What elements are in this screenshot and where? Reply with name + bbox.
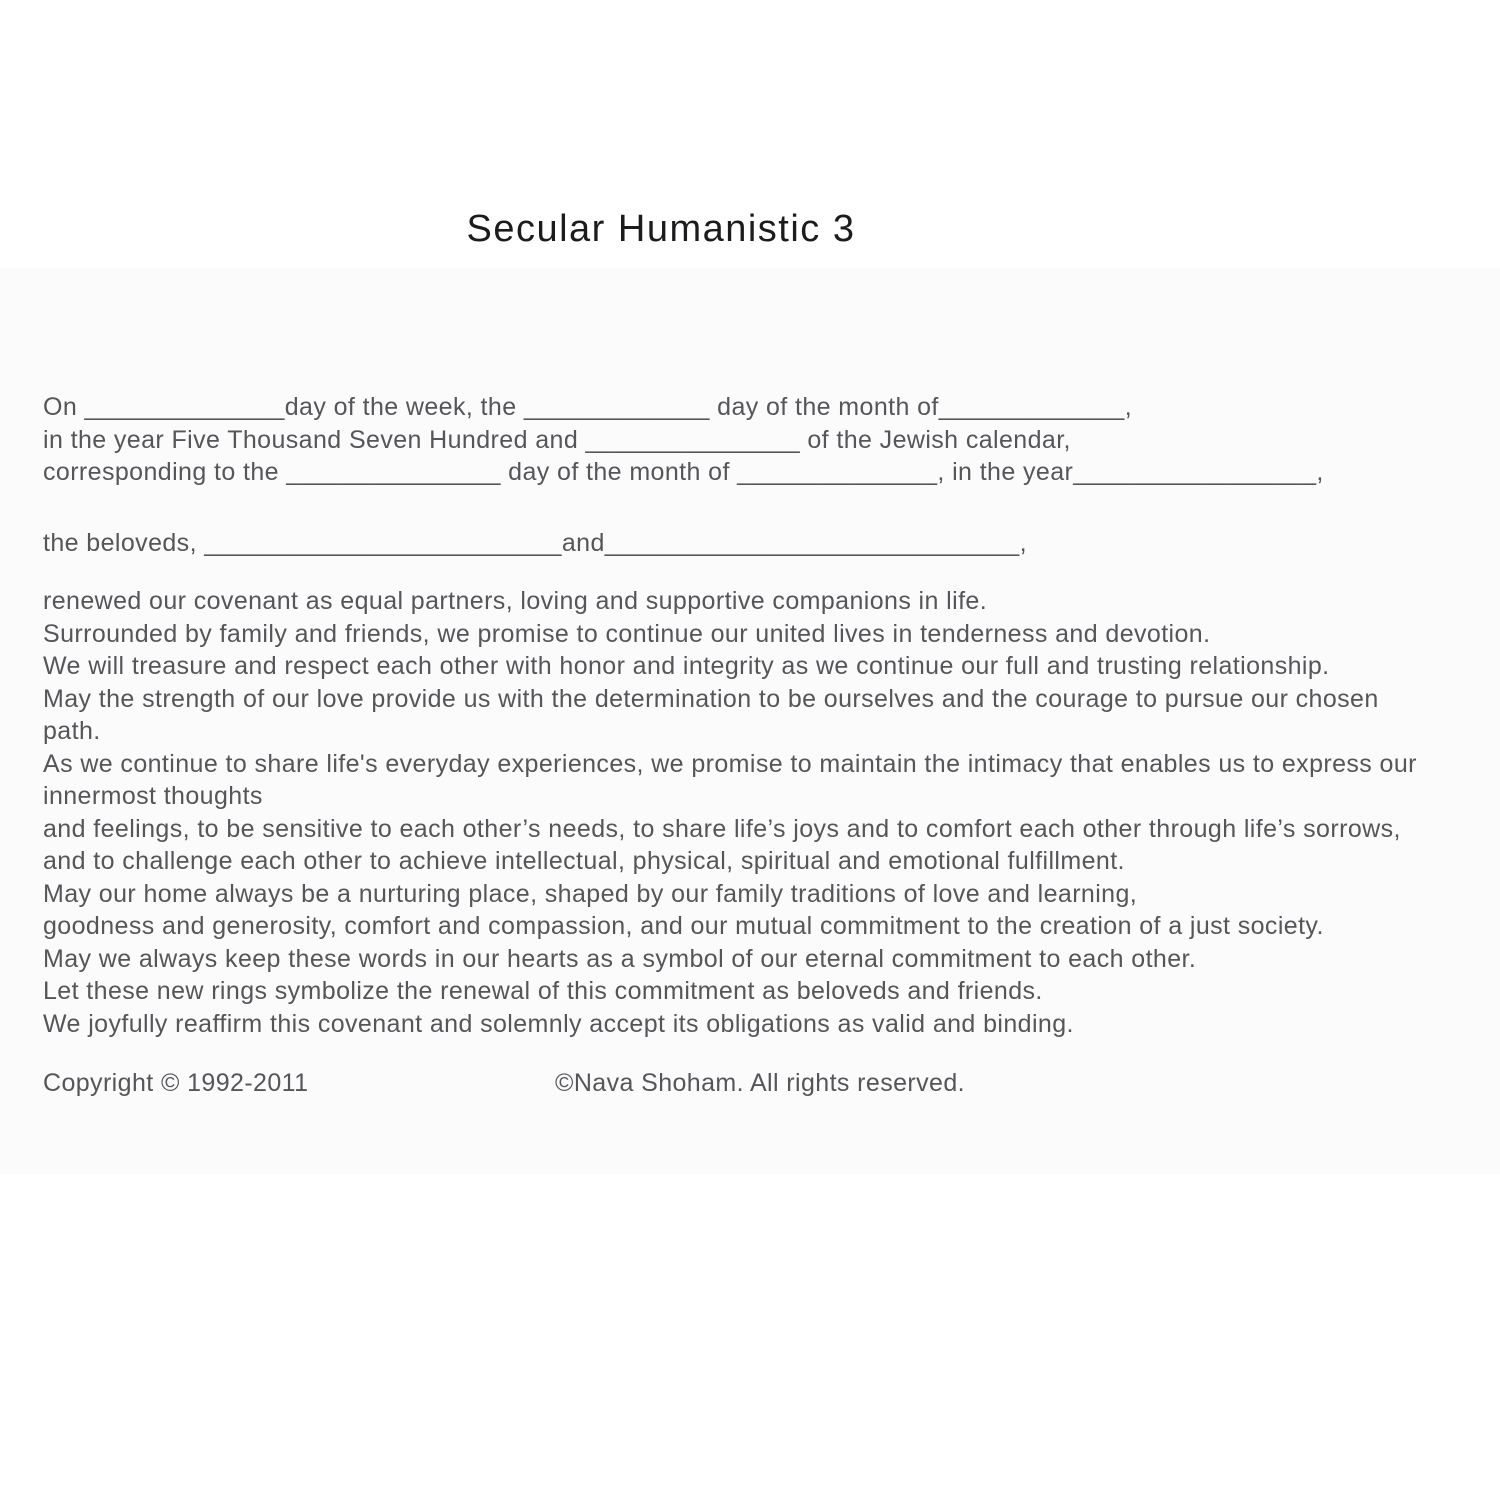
text-line: path.	[43, 717, 101, 745]
text-line: Let these new rings symbolize the renewal of this commitment as beloveds and friends.	[43, 977, 1043, 1005]
text-line: and feelings, to be sensitive to each other’s needs, to share life’s joys and to comfort each other through life’s sorrows,	[43, 814, 1401, 843]
text-line: in the year Five Thousand Seven Hundred and _______________ of the Jewish calendar,	[43, 425, 1071, 454]
text-line: We will treasure and respect each other with honor and integrity as we continue our full and trusting relationship.	[43, 652, 1330, 680]
text-line: and to challenge each other to achieve intellectual, physical, spiritual and emotional fulfillment.	[43, 847, 1125, 875]
text-line: corresponding to the _______________ day of the month of ______________, in the year_________________,	[43, 458, 1324, 486]
text-line: We joyfully reaffirm this covenant and solemnly accept its obligations as valid and binding.	[43, 1009, 1074, 1038]
copyright-row	[43, 1067, 1473, 1100]
text-line: May our home always be a nurturing place, shaped by our family traditions of love and learning,	[43, 879, 1138, 908]
text-line: Surrounded by family and friends, we promise to continue our united lives in tenderness and devotion.	[43, 619, 1211, 648]
text-line: As we continue to share life's everyday experiences, we promise to maintain the intimacy that enables us to express our	[43, 749, 1417, 778]
page-title: Secular Humanistic 3	[466, 208, 856, 251]
text-line: renewed our covenant as equal partners, loving and supportive companions in life.	[43, 587, 988, 615]
text-line: May we always keep these words in our hearts as a symbol of our eternal commitment to each other.	[43, 944, 1197, 973]
copyright-years: Copyright © 1992-2011	[43, 1069, 309, 1097]
document-body	[43, 391, 1473, 1100]
text-line: On ______________day of the week, the _____________ day of the month of_____________,	[43, 393, 1133, 421]
beloveds-fill-in-line: the beloveds, _________________________and_____________________________,	[43, 528, 1027, 557]
date-fill-in-section	[43, 391, 1473, 489]
text-line: innermost thoughts	[43, 782, 263, 810]
covenant-text-section	[43, 585, 1473, 1040]
copyright-owner: ©Nava Shoham. All rights reserved.	[555, 1069, 965, 1097]
text-line: goodness and generosity, comfort and compassion, and our mutual commitment to the creation of a just society.	[43, 912, 1324, 940]
text-line: May the strength of our love provide us with the determination to be ourselves and the courage to pursue our chosen	[43, 684, 1379, 713]
